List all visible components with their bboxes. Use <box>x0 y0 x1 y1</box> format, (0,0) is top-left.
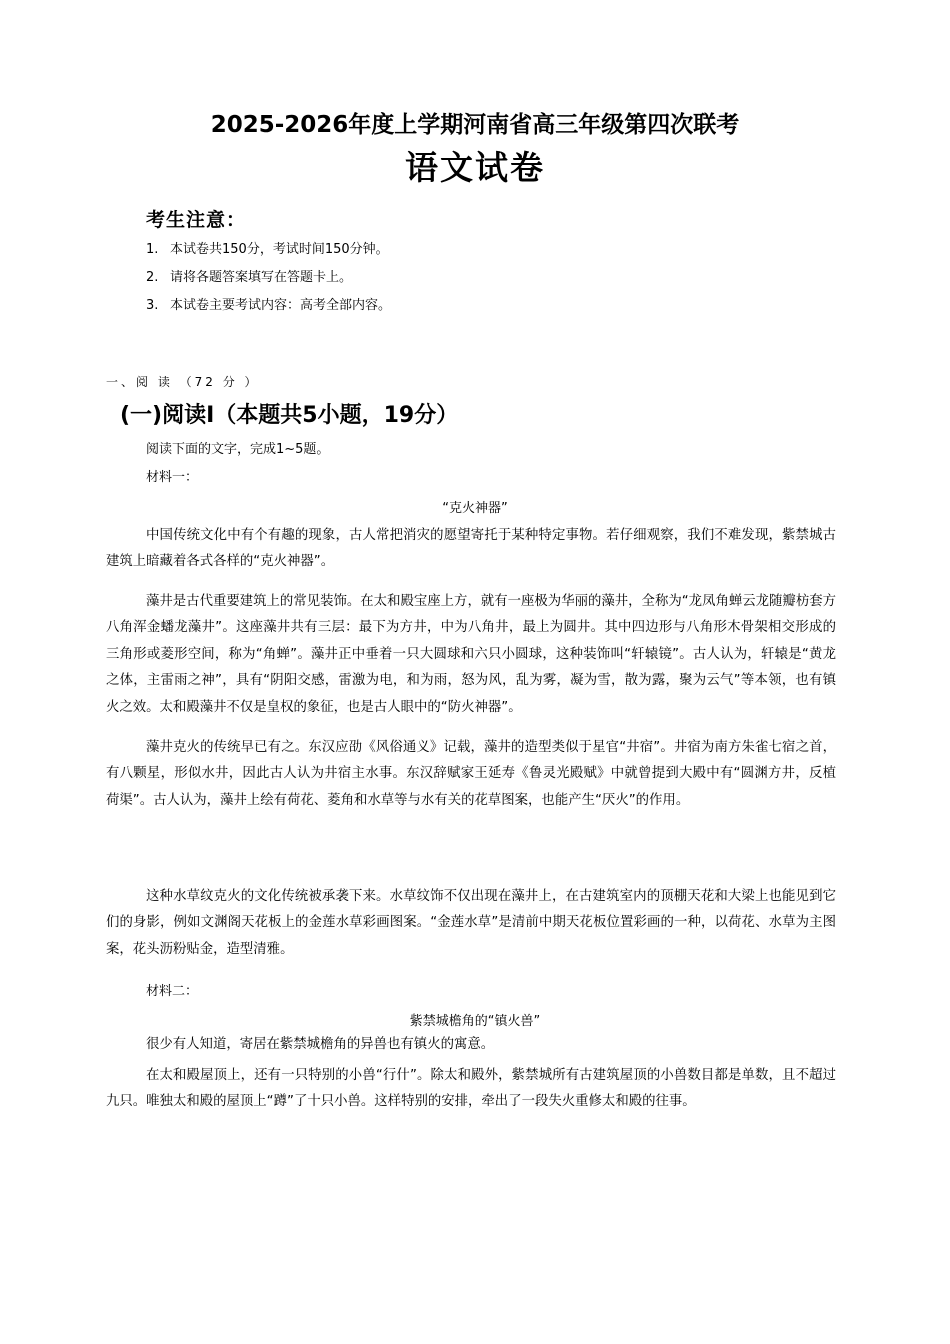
material-one-label: 材料一： <box>146 470 199 485</box>
part-heading: (一)阅读Ⅰ（本题共5小题，19分） <box>120 403 459 428</box>
exam-title: 2025-2026年度上学期河南省高三年级第四次联考 <box>210 112 740 138</box>
notice-item <box>146 268 391 296</box>
material-one-paragraph: 这种水草纹克火的文化传统被承袭下来。水草纹饰不仅出现在藻井上，在古建筑室内的顶棚天花和大梁上也能见到它们的身影，例如文渊阁天花板上的金莲水草彩画图案。“金莲水草”是清前中期天花板位置彩画的一种，以荷花、水草为主图案，花头沥粉贴金，造型清雅。 <box>106 889 836 957</box>
notice-list <box>146 240 391 324</box>
material-one-paragraph: 藻井克火的传统早已有之。东汉应劭《风俗通义》记载，藻井的造型类似于星官“井宿”。井宿为南方朱雀七宿之首，有八颗星，形似水井，因此古人认为井宿主水事。东汉辞赋家王延寿《鲁灵光殿赋》中就曾提到大殿中有“圆渊方井，反植荷渠”。古人认为，藻井上绘有荷花、菱角和水草等与水有关的花草图案，也能产生“厌火”的作用。 <box>106 740 836 808</box>
material-two-paragraph: 很少有人知道，寄居在紫禁城檐角的异兽也有镇火的寓意。 <box>146 1037 495 1052</box>
material-two-label: 材料二： <box>146 984 199 999</box>
notice-item-text: 请将各题答案填写在答题卡上。 <box>170 270 353 285</box>
material-two-paragraph: 在太和殿屋顶上，还有一只特别的小兽“行什”。除太和殿外，紫禁城所有古建筑屋顶的小兽数目都是单数，且不超过九只。唯独太和殿的屋顶上“蹲”了十只小兽。这样特别的安排，牵出了一段失火重修太和殿的往事。 <box>106 1068 836 1110</box>
subject-title: 语文试卷 <box>405 148 545 187</box>
notice-heading: 考生注意： <box>146 209 247 231</box>
notice-item-text: 本试卷共150分，考试时间150分钟。 <box>170 242 389 257</box>
material-one-paragraph: 中国传统文化中有个有趣的现象，古人常把消灾的愿望寄托于某种特定事物。若仔细观察，我们不难发现，紫禁城古建筑上暗藏着各式各样的“克火神器”。 <box>106 528 836 570</box>
notice-item-number: 1. <box>146 242 159 257</box>
notice-item-text: 本试卷主要考试内容：高考全部内容。 <box>170 298 392 313</box>
section-label: 一、阅 读 （72 分 ） <box>106 375 260 389</box>
notice-item <box>146 296 391 324</box>
notice-item-number: 2. <box>146 270 159 285</box>
material-one-paragraph: 藻井是古代重要建筑上的常见装饰。在太和殿宝座上方，就有一座极为华丽的藻井，全称为“龙凤角蝉云龙随瓣枋套方八角浑金蟠龙藻井”。这座藻井共有三层：最下为方井，中为八角井，最上为圆井。其中四边形与八角形木骨架相交形成的三角形或菱形空间，称为“角蝉”。藻井正中垂着一只大圆球和六只小圆球，这种装饰叫“轩辕镜”。古人认为，轩辕是“黄龙之体，主雷雨之神”，具有“阴阳交感，雷激为电，和为雨，怒为风，乱为雾，凝为雪，散为露，聚为云气”等本领，也有镇火之效。太和殿藻井不仅是皇权的象征，也是古人眼中的“防火神器”。 <box>106 594 836 715</box>
reading-instruction: 阅读下面的文字，完成1~5题。 <box>146 442 330 457</box>
notice-item <box>146 240 391 268</box>
material-two-title: 紫禁城檐角的“镇火兽” <box>409 1014 541 1029</box>
material-one-title: “克火神器” <box>442 501 508 516</box>
notice-item-number: 3. <box>146 298 159 313</box>
